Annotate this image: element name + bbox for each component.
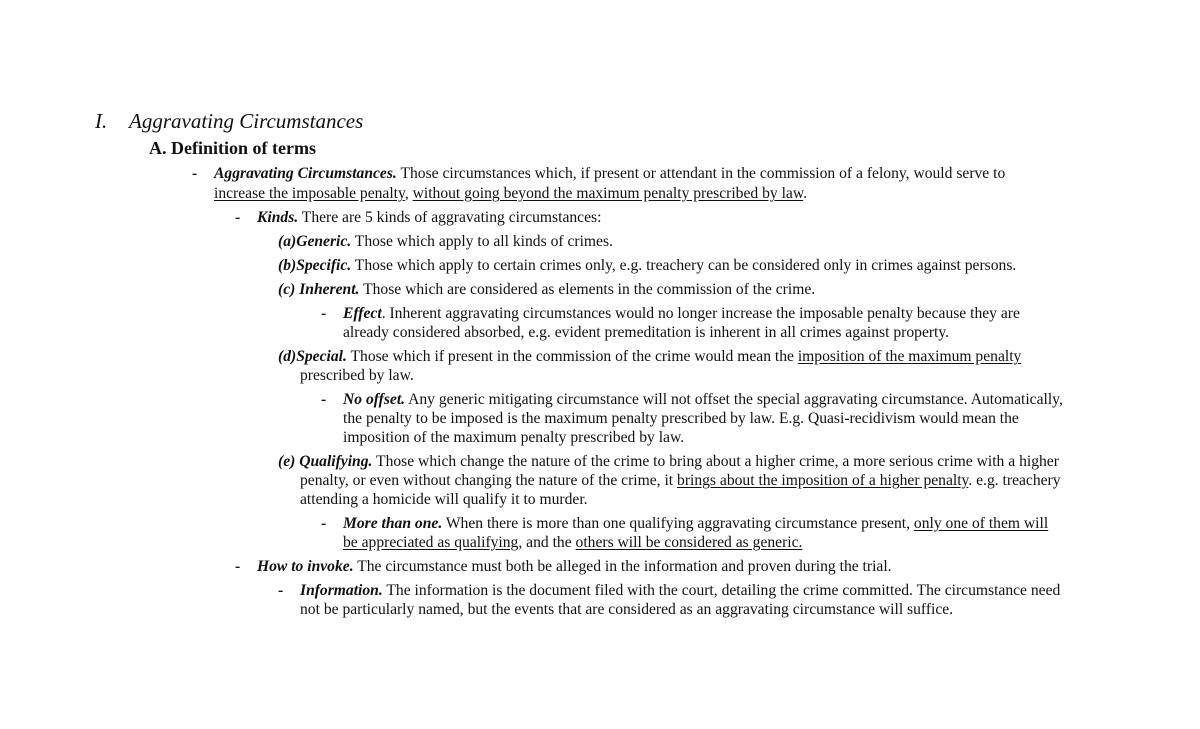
definition-text: Those circumstances which, if present or attendant in the commission of a felony, would serve to [396, 165, 1006, 182]
special-line-2 [300, 366, 414, 386]
item-text: Those which if present in the commission of the crime would mean the [346, 348, 798, 365]
more-than-one-text: When there is more than one qualifying aggravating circumstance present, [442, 515, 914, 532]
item-text: Those which apply to certain crimes only, e.g. treachery can be considered only in crimes against persons. [351, 257, 1017, 274]
underlined-phrase: imposition of the maximum penalty [797, 348, 1022, 365]
underlined-phrase: others will be considered as generic. [575, 534, 803, 551]
effect-text: . Inherent aggravating circumstances would no longer increase the imposable penalty because they are [381, 305, 1020, 322]
no-offset-text: the penalty to be imposed is the maximum penalty prescribed by law. E.g. Quasi-recidivism would mean the [343, 410, 1019, 427]
term-kinds: Kinds. [257, 209, 299, 226]
list-item [278, 280, 815, 300]
information-text: The information is the document filed with the court, detailing the crime committed. The circumstance need [382, 582, 1061, 599]
information-line-2 [300, 600, 953, 620]
bullet-dash [278, 581, 283, 601]
underlined-phrase: increase the imposable penalty [214, 185, 405, 202]
bullet-dash [321, 514, 326, 534]
qualifying-line-3 [300, 490, 588, 510]
no-offset-text: Any generic mitigating circumstance will not offset the special aggravating circumstance. Automatically, [405, 391, 1063, 408]
separator-text: , [404, 185, 413, 202]
how-to-invoke-line [257, 557, 892, 577]
more-than-one-line-2 [343, 533, 802, 553]
bullet-dash [235, 208, 240, 228]
section-letter: A. [149, 138, 167, 158]
definition-line-2 [214, 184, 807, 204]
term-how-to-invoke: How to invoke. [257, 558, 354, 575]
dash-marker: - [321, 391, 327, 408]
term-inherent: Inherent. [299, 281, 360, 298]
no-offset-line-1 [343, 390, 1063, 410]
bullet-dash [235, 557, 240, 577]
dash-marker: - [321, 515, 327, 532]
underlined-phrase: brings about the imposition of a higher penalty [677, 472, 969, 489]
section-title: Definition of terms [171, 138, 316, 158]
term-generic: Generic. [296, 233, 352, 250]
list-marker: (d) [278, 348, 297, 365]
dash-marker: - [278, 582, 284, 599]
period-text: . [803, 185, 807, 202]
term-effect: Effect [343, 305, 382, 322]
underlined-phrase: be appreciated as qualifying [343, 534, 519, 551]
effect-line-1 [343, 304, 1020, 324]
term-qualifying: Qualifying. [299, 453, 373, 470]
term-aggravating: Aggravating Circumstances. [214, 165, 397, 182]
dash-marker: - [321, 305, 327, 322]
no-offset-line-2 [343, 409, 1019, 429]
list-marker: (b) [278, 257, 297, 274]
term-more-than-one: More than one. [343, 515, 443, 532]
item-text: Those which apply to all kinds of crimes. [351, 233, 613, 250]
item-text: prescribed by law. [300, 367, 414, 384]
kinds-line [257, 208, 601, 228]
item-text: attending a homicide will qualify it to murder. [300, 491, 588, 508]
item-text: penalty, or even without changing the nature of the crime, it [300, 472, 678, 489]
underlined-phrase: without going beyond the maximum penalty prescribed by law [412, 185, 804, 202]
list-item [278, 452, 1059, 472]
underlined-phrase: only one of them will [913, 515, 1049, 532]
qualifying-line-2 [300, 471, 1061, 491]
dash-marker: - [192, 165, 198, 182]
item-text: . e.g. treachery [968, 472, 1061, 489]
information-text: not be particularly named, but the events that are considered as an aggravating circumstance will suffice. [300, 601, 954, 618]
list-item [278, 256, 1016, 276]
list-item [278, 232, 613, 252]
how-to-invoke-text: The circumstance must both be alleged in the information and proven during the trial. [353, 558, 892, 575]
page-title-text: Aggravating Circumstances [129, 109, 364, 133]
more-than-one-line-1 [343, 514, 1048, 534]
dash-marker: - [235, 558, 241, 575]
kinds-text: There are 5 kinds of aggravating circumstances: [298, 209, 602, 226]
item-text: Those which are considered as elements in the commission of the crime. [359, 281, 816, 298]
item-text: Those which change the nature of the crime to bring about a higher crime, a more serious crime with a higher [372, 453, 1059, 470]
term-information: Information. [300, 582, 383, 599]
term-no-offset: No offset. [343, 391, 406, 408]
dash-marker: - [235, 209, 241, 226]
effect-line-2 [343, 323, 949, 343]
information-line-1 [300, 581, 1060, 601]
section-heading [149, 136, 316, 160]
term-specific: Specific. [296, 257, 352, 274]
term-special: Special. [296, 348, 347, 365]
heading-numeral-text: I. [95, 109, 108, 133]
list-marker: (a) [278, 233, 297, 250]
more-than-one-text: , and the [518, 534, 576, 551]
page-title [129, 108, 363, 134]
list-marker: (e) [278, 453, 296, 470]
bullet-dash [321, 390, 326, 410]
list-marker: (c) [278, 281, 296, 298]
bullet-dash [192, 164, 197, 184]
effect-text: already considered absorbed, e.g. evident premeditation is inherent in all crimes against property. [343, 324, 950, 341]
no-offset-line-3 [343, 428, 684, 448]
heading-numeral [95, 108, 107, 134]
definition-line-1 [214, 164, 1005, 184]
bullet-dash [321, 304, 326, 324]
list-item [278, 347, 1021, 367]
no-offset-text: imposition of the maximum penalty prescribed by law. [343, 429, 685, 446]
